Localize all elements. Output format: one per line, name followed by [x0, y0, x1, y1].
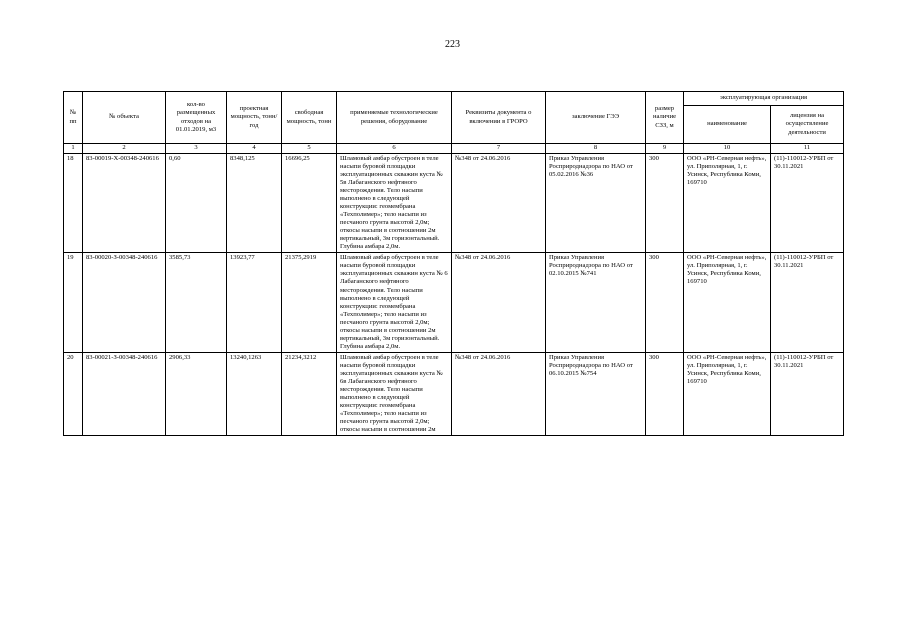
operator-license: (11)-110012-УРБП от 30.11.2021	[771, 154, 844, 253]
column-number: 10	[684, 144, 771, 154]
column-number: 2	[83, 144, 166, 154]
groro-details: №348 от 24.06.2016	[452, 253, 546, 352]
row-num: 18	[64, 154, 83, 253]
header-groro-details: Реквизиты документа о включении в ГРОРО	[452, 92, 546, 144]
header-operator-group: эксплуатирующая организация	[684, 92, 844, 106]
column-number: 8	[546, 144, 646, 154]
gee-conclusion: Приказ Управления Росприроднадзора по НАО от 02.10.2015 №741	[546, 253, 646, 352]
groro-details: №348 от 24.06.2016	[452, 352, 546, 435]
tech-solution	[337, 352, 452, 435]
header-free-capacity: свободная мощность, тонн	[282, 92, 337, 144]
operator-license: (11)-110012-УРБП от 30.11.2021	[771, 253, 844, 352]
object-number: 83-00021-З-00348-240616	[83, 352, 166, 435]
header-szz-size: размер наличие СЗЗ, м	[646, 92, 684, 144]
column-number: 1	[64, 144, 83, 154]
szz-size: 300	[646, 154, 684, 253]
column-number: 9	[646, 144, 684, 154]
waste-quantity: 3585,73	[166, 253, 227, 352]
waste-quantity: 2906,33	[166, 352, 227, 435]
column-number-row	[64, 144, 844, 154]
column-number: 7	[452, 144, 546, 154]
groro-details: №348 от 24.06.2016	[452, 154, 546, 253]
waste-quantity: 0,60	[166, 154, 227, 253]
column-number: 11	[771, 144, 844, 154]
design-capacity: 8348,125	[227, 154, 282, 253]
design-capacity: 13923,77	[227, 253, 282, 352]
gee-conclusion: Приказ Управления Росприроднадзора по НАО от 05.02.2016 №36	[546, 154, 646, 253]
operator-name: ООО «РН-Северная нефть», ул. Приполярная, 1, г. Усинск, Республика Коми, 169710	[684, 253, 771, 352]
column-number: 4	[227, 144, 282, 154]
waste-objects-table	[63, 91, 844, 436]
table-row	[64, 253, 844, 352]
tech-solution: Шламовый амбар обустроен в теле насыпи буровой площадки эксплуатационных скважин куста № 6 Лабаганского нефтяного месторождения. Тело насыпи выполнено в следующей конструкции: геомембрана «Техполимер»; тело насыпи из песчаного грунта высотой 2,0м; откосы насыпи в соотношении 2м вертикальный, 3м горизонтальный. Глубина амбара 2,0м.	[337, 253, 452, 352]
tech-solution-text: Шламовый амбар обустроен в теле насыпи буровой площадки эксплуатационных скважин куста № 6в Лабаганского нефтяного месторождения. Тело насыпи выполнено в следующей конструкции: геомембрана «Техполимер»; тело насыпи из песчаного грунта высотой 2,0м; откосы насыпи в соотношении 2м	[340, 353, 443, 434]
object-number: 83-00020-З-00348-240616	[83, 253, 166, 352]
row-num: 19	[64, 253, 83, 352]
page-number: 223	[445, 39, 460, 50]
header-waste-qty: кол-во размещенных отходов на 01.01.2019, м3	[166, 92, 227, 144]
design-capacity: 13240,1263	[227, 352, 282, 435]
table-row	[64, 352, 844, 435]
header-operator-license: лицензия на осуществление деятельности	[771, 106, 844, 144]
operator-license: (11)-110012-УРБП от 30.11.2021	[771, 352, 844, 435]
gee-conclusion: Приказ Управления Росприроднадзора по НАО от 06.10.2015 №754	[546, 352, 646, 435]
table-row	[64, 154, 844, 253]
operator-name: ООО «РН-Северная нефть», ул. Приполярная, 1, г. Усинск, Республика Коми, 169710	[684, 352, 771, 435]
header-object-no: № объекта	[83, 92, 166, 144]
tech-solution: Шламовый амбар обустроен в теле насыпи буровой площадки эксплуатационных скважин куста № 5в Лабаганского нефтяного месторождения. Тело насыпи выполнено в следующей конструкции: геомембрана «Техполимер»; тело насыпи из песчаного грунта высотой 2,0м; откосы насыпи в соотношении 2м вертикальный, 3м горизонтальный. Глубина амбара 2,0м.	[337, 154, 452, 253]
header-design-capacity: проектная мощность, тонн/год	[227, 92, 282, 144]
header-gee-conclusion: заключение ГЭЭ	[546, 92, 646, 144]
object-number: 83-00019-Х-00348-240616	[83, 154, 166, 253]
szz-size: 300	[646, 352, 684, 435]
row-num: 20	[64, 352, 83, 435]
column-number: 3	[166, 144, 227, 154]
free-capacity: 16696,25	[282, 154, 337, 253]
operator-name: ООО «РН-Северная нефть», ул. Приполярная, 1, г. Усинск, Республика Коми, 169710	[684, 154, 771, 253]
column-number: 5	[282, 144, 337, 154]
szz-size: 300	[646, 253, 684, 352]
free-capacity: 21375,2919	[282, 253, 337, 352]
free-capacity: 21234,3212	[282, 352, 337, 435]
column-number: 6	[337, 144, 452, 154]
header-num: № пп	[64, 92, 83, 144]
header-operator-name: наименование	[684, 106, 771, 144]
header-tech-solutions: применяемые технологические решения, оборудование	[337, 92, 452, 144]
